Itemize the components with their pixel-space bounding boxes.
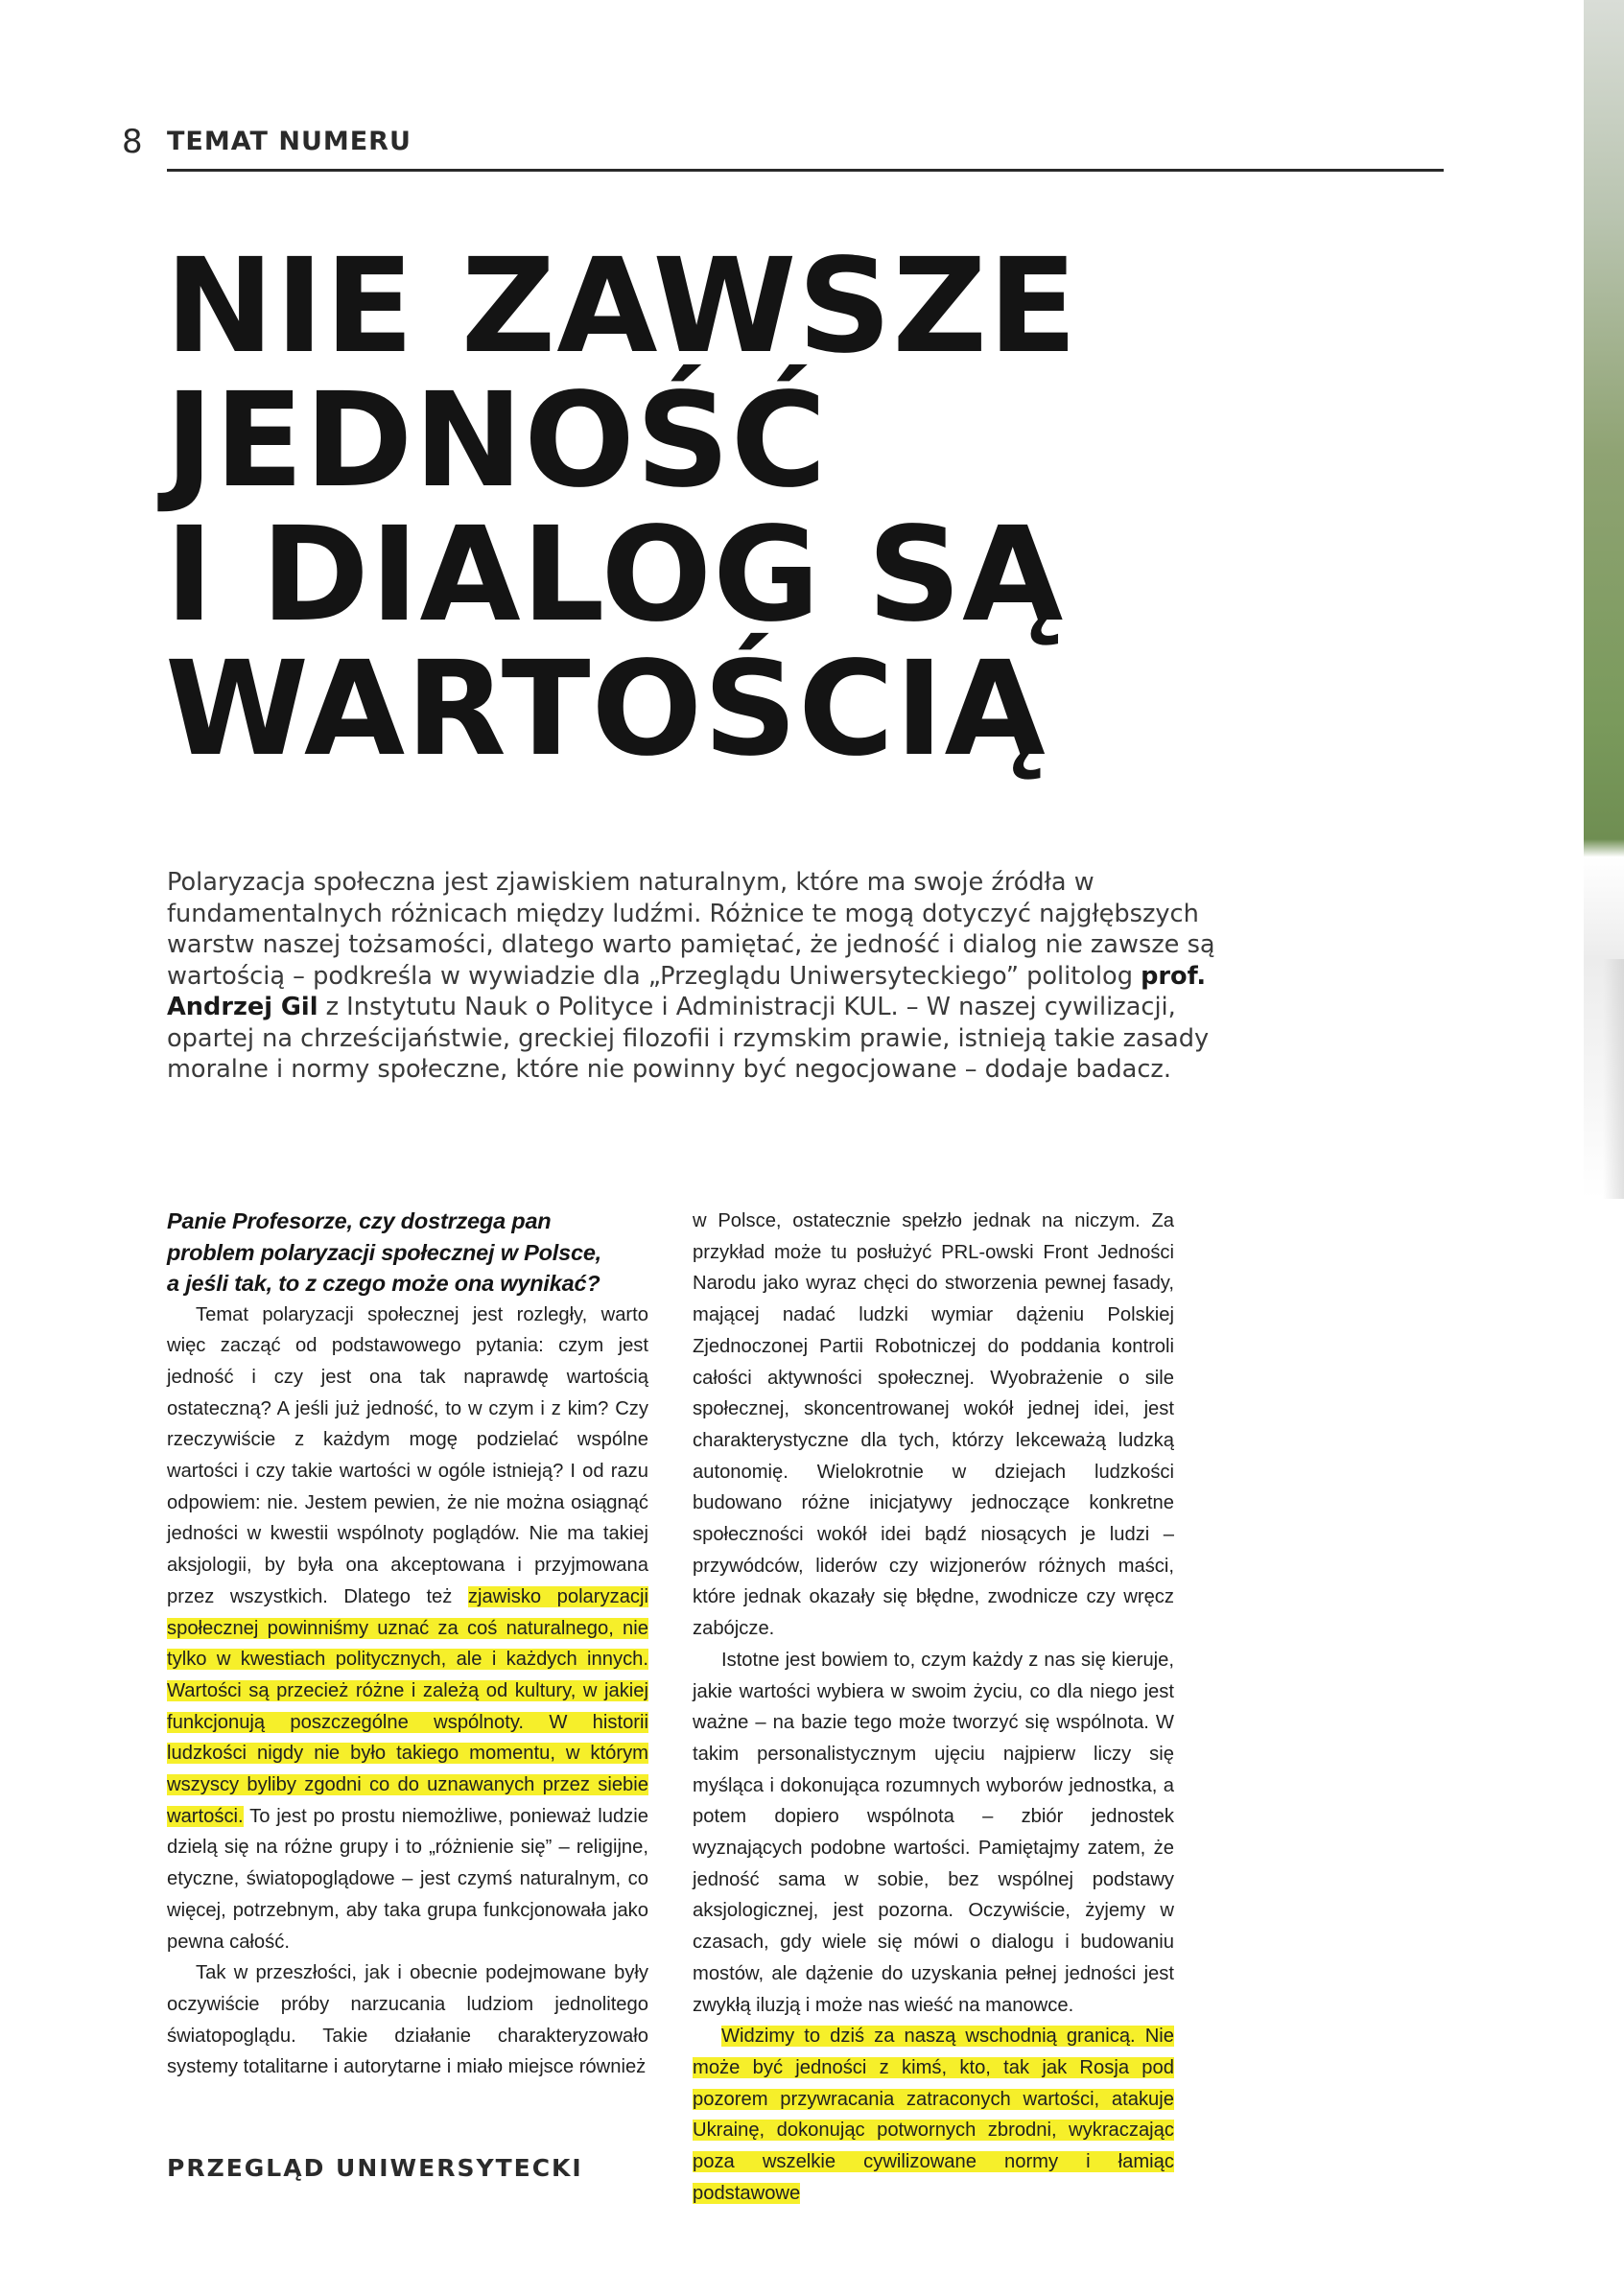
article-column-left — [167, 1206, 648, 2083]
headline — [165, 231, 1316, 785]
highlighted-text: Widzimy to dziś za naszą wschodnią granicą. Nie może być jedności z kimś, kto, tak jak Rosja pod pozorem przywracania zatraconych wartości, atakuje Ukrainę, dokonując potwornych zbrodni, wykraczając poza wszelkie cywilizowane normy i łamiąc podstawowe — [693, 2026, 1174, 2204]
article-paragraph — [693, 2021, 1174, 2209]
paragraph-text: To jest po prostu niemożliwe, ponieważ ludzie dzielą się na różne grupy i to „różnienie się” – religijne, etyczne, światopoglądowe – jest czymś naturalnym, co więcej, potrzebnym, aby taka grupa funkcjonowała jako pewna całość. — [167, 1805, 648, 1953]
lead-text: Polaryzacja społeczna jest zjawiskiem naturalnym, które ma swoje źródła w fundamentalnych różnicach między ludźmi. Różnice te mogą dotyczyć najgłębszych warstw naszej tożsamości, dlatego warto pamiętać, że jedność i dialog nie zawsze są wartością – podkreśla w wywiadzie dla „Przeglądu Uniwersyteckiego” politolog — [167, 868, 1215, 991]
photo-edge-shadow — [1603, 959, 1624, 1199]
article-paragraph — [167, 1300, 648, 1958]
headline-line: I DIALOG SĄ — [165, 500, 1065, 651]
article-column-right — [693, 1206, 1174, 2210]
headline-line: NIE ZAWSZE — [165, 231, 1078, 383]
lead-author-name: prof. Andrzej Gil — [167, 961, 1207, 1021]
section-label: TEMAT NUMERU — [167, 127, 412, 156]
footer-publication-title: PRZEGLĄD UNIWERSYTECKI — [167, 2154, 583, 2182]
article-paragraph: Istotne jest bowiem to, czym każdy z nas się kieruje, jakie wartości wybiera w swoim życiu, co dla niego jest ważne – na bazie tego może tworzyć się wspólnota. W takim personalistycznym ujęciu najpierw liczy się myśląca i dokonująca rozumnych wyborów jednostka, a potem dopiero wspólnota – zbiór jednostek wyznających podobne wartości. Pamiętajmy zatem, że jedność sama w sobie, bez wspólnej podstawy aksjologicznej, jest pozorna. Oczywiście, żyjemy w czasach, gdy wiele się mówi o dialogu i budowaniu mostów, ale dążenie do uzyskania pełnej jedności jest zwykłą iluzją i może nas wieść na manowce. — [693, 1649, 1174, 2016]
highlighted-text: zjawisko polaryzacji społecznej powinniśmy uznać za coś naturalnego, nie tylko w kwestiach politycznych, ale i każdych innych. Wartości są przecież różne i zależą od kultury, w jakiej funkcjonują poszczególne wspólnoty. W historii ludzkości nigdy nie było takiego momentu, w którym wszyscy byliby zgodni co do uznawanych przez siebie wartości. — [167, 1585, 648, 1827]
interview-question: Panie Profesorze, czy dostrzega pan problem polaryzacji społecznej w Polsce, a jeśli tak, to z czego może ona wynikać? — [167, 1208, 602, 1296]
headline-line: JEDNOŚĆ — [165, 365, 828, 517]
article-paragraph: Tak w przeszłości, jak i obecnie podejmowane były oczywiście próby narzucania ludziom jednolitego światopoglądu. Takie działanie charakteryzowało systemy totalitarne i autorytarne i miało miejsce również — [167, 1962, 648, 2078]
lead-text: z Instytutu Nauk o Polityce i Administracji KUL. – W naszej cywilizacji, opartej na chrześcijaństwie, greckiej filozofii i rzymskim prawie, istnieją takie zasady moralne i normy społeczne, które nie powinny być negocjowane – dodaje badacz. — [167, 993, 1210, 1084]
lead-paragraph — [167, 867, 1251, 1086]
page-number: 8 — [122, 123, 143, 161]
headline-line: WARTOŚCIĄ — [165, 634, 1047, 785]
header-rule — [167, 169, 1444, 172]
paragraph-text: Temat polaryzacji społecznej jest rozległy, warto więc zacząć od podstawowego pytania: czym jest jedność i czy jest ona tak naprawdę wartością ostateczną? A jeśli już jedność, to w czym i z kim? Czy rzeczywiście z każdym mogę podzielać wspólne wartości i czy takie wartości w ogóle istnieją? I od razu odpowiem: nie. Jestem pewien, że nie można osiągnąć jedności w kwestii wspólnoty poglądów. Nie ma takiej aksjologii, by była ona akceptowana i przyjmowana przez wszystkich. Dlatego też — [167, 1303, 648, 1607]
article-paragraph-continued: w Polsce, ostatecznie spełzło jednak na niczym. Za przykład może tu posłużyć PRL-owski Front Jedności Narodu jako wyraz chęci do stworzenia pewnej fasady, mającej nadać ludzki wymiar dążeniu Polskiej Zjednoczonej Partii Robotniczej do poddania kontroli całości aktywności społecznej. Wyobrażenie o sile społecznej, skoncentrowanej wokół jednej idei, jest charakterystyczne dla tych, którzy lekceważą ludzką autonomię. Wielokrotnie w dziejach ludzkości budowano różne inicjatywy jednoczące konkretne społeczności wokół idei bądź niosących je ludzi – przywódców, liderów czy wizjonerów różnych maści, które jednak okazały się błędne, zwodnicze czy wręcz zabójcze. — [693, 1210, 1174, 1640]
